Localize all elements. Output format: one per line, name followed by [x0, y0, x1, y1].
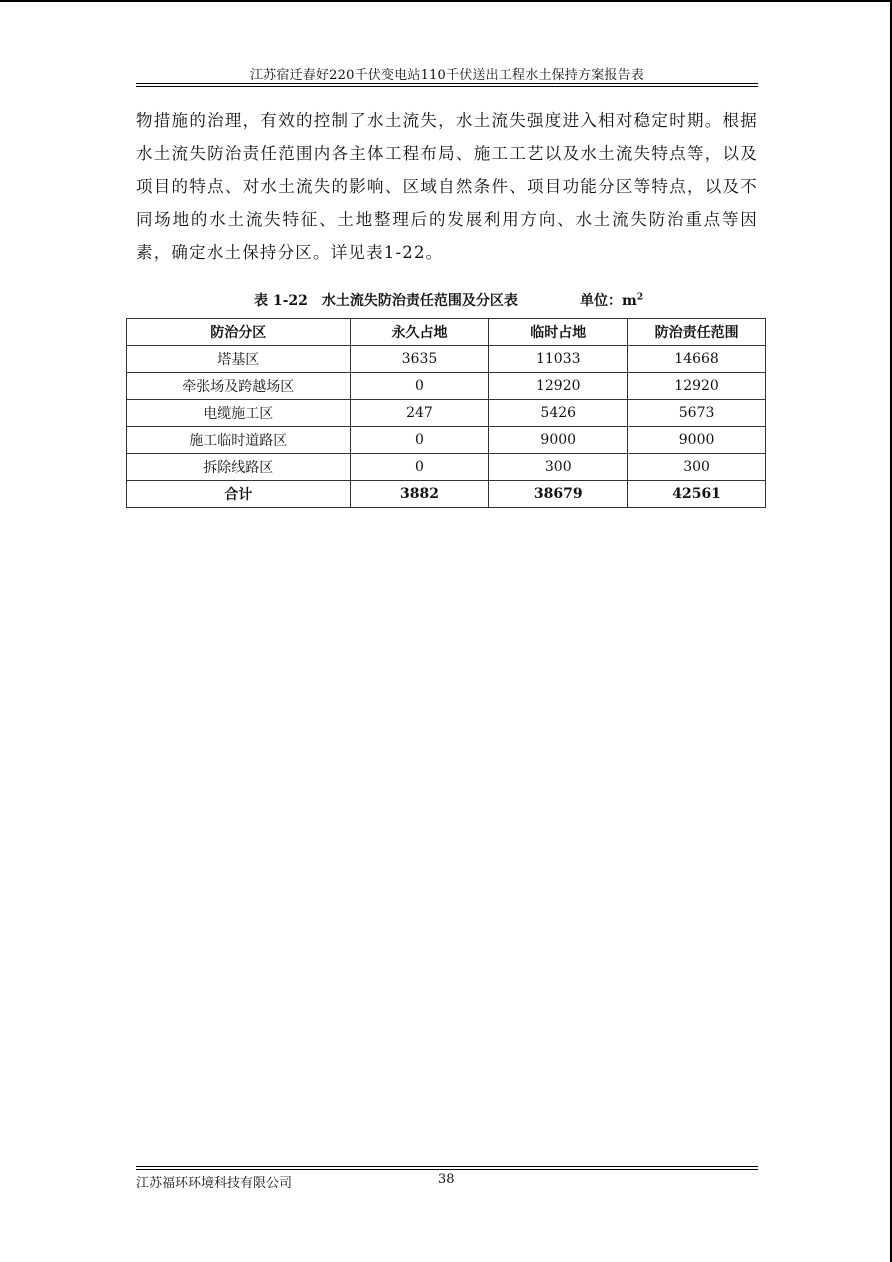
cell-zone: 牵张场及跨越场区: [127, 373, 351, 400]
cell-permanent: 3635: [350, 346, 489, 373]
page-number: 38: [438, 1172, 455, 1187]
table-caption-unit: [580, 290, 643, 310]
cell-responsibility: 300: [628, 454, 766, 481]
cell-permanent: 0: [350, 454, 489, 481]
header-title: 江苏宿迁春好220千伏变电站110千伏送出工程水土保持方案报告表: [249, 68, 645, 83]
cell-responsibility: 5673: [628, 400, 766, 427]
cell-zone: 施工临时道路区: [127, 427, 351, 454]
header-cell-zone: 防治分区: [127, 319, 351, 346]
zone-table: [126, 318, 766, 508]
table-caption-title: 表 1-22 水土流失防治责任范围及分区表: [254, 293, 518, 309]
cell-zone: 拆除线路区: [127, 454, 351, 481]
table-total-row: [127, 481, 766, 508]
cell-zone: 电缆施工区: [127, 400, 351, 427]
table-row: [127, 454, 766, 481]
body-paragraph: 物措施的治理，有效的控制了水土流失，水土流失强度进入相对稳定时期。根据水土流失防治责任范围内各主体工程布局、施工工艺以及水土流失特点等，以及项目的特点、对水土流失的影响、区域自然条件、项目功能分区等特点，以及不同场地的水土流失特征、土地整理后的发展利用方向、水土流失防治重点等因素，确定水土保持分区。详见表1-22。: [136, 111, 758, 262]
footer-rule: [136, 1166, 758, 1170]
cell-permanent: 247: [350, 400, 489, 427]
table-caption-unit-sup: 2: [636, 292, 644, 303]
total-responsibility: 42561: [628, 481, 766, 508]
table-row: [127, 373, 766, 400]
table-header-row: [127, 319, 766, 346]
table-row: [127, 346, 766, 373]
cell-zone: 塔基区: [127, 346, 351, 373]
header-cell-temporary: 临时占地: [489, 319, 628, 346]
table-row: [127, 400, 766, 427]
cell-responsibility: 12920: [628, 373, 766, 400]
table-caption-unit-text: 单位：m: [580, 293, 637, 309]
total-temporary: 38679: [489, 481, 628, 508]
cell-responsibility: 9000: [628, 427, 766, 454]
total-permanent: 3882: [350, 481, 489, 508]
header-cell-permanent: 永久占地: [350, 319, 489, 346]
cell-temporary: 5426: [489, 400, 628, 427]
cell-temporary: 11033: [489, 346, 628, 373]
header-rule: [136, 83, 758, 87]
header-cell-responsibility: 防治责任范围: [628, 319, 766, 346]
cell-permanent: 0: [350, 427, 489, 454]
table-row: [127, 427, 766, 454]
cell-temporary: 300: [489, 454, 628, 481]
page-top-border: [0, 0, 892, 2]
total-label: 合计: [127, 481, 351, 508]
footer-company: 江苏福环环境科技有限公司: [136, 1176, 293, 1191]
cell-permanent: 0: [350, 373, 489, 400]
cell-temporary: 12920: [489, 373, 628, 400]
cell-temporary: 9000: [489, 427, 628, 454]
cell-responsibility: 14668: [628, 346, 766, 373]
